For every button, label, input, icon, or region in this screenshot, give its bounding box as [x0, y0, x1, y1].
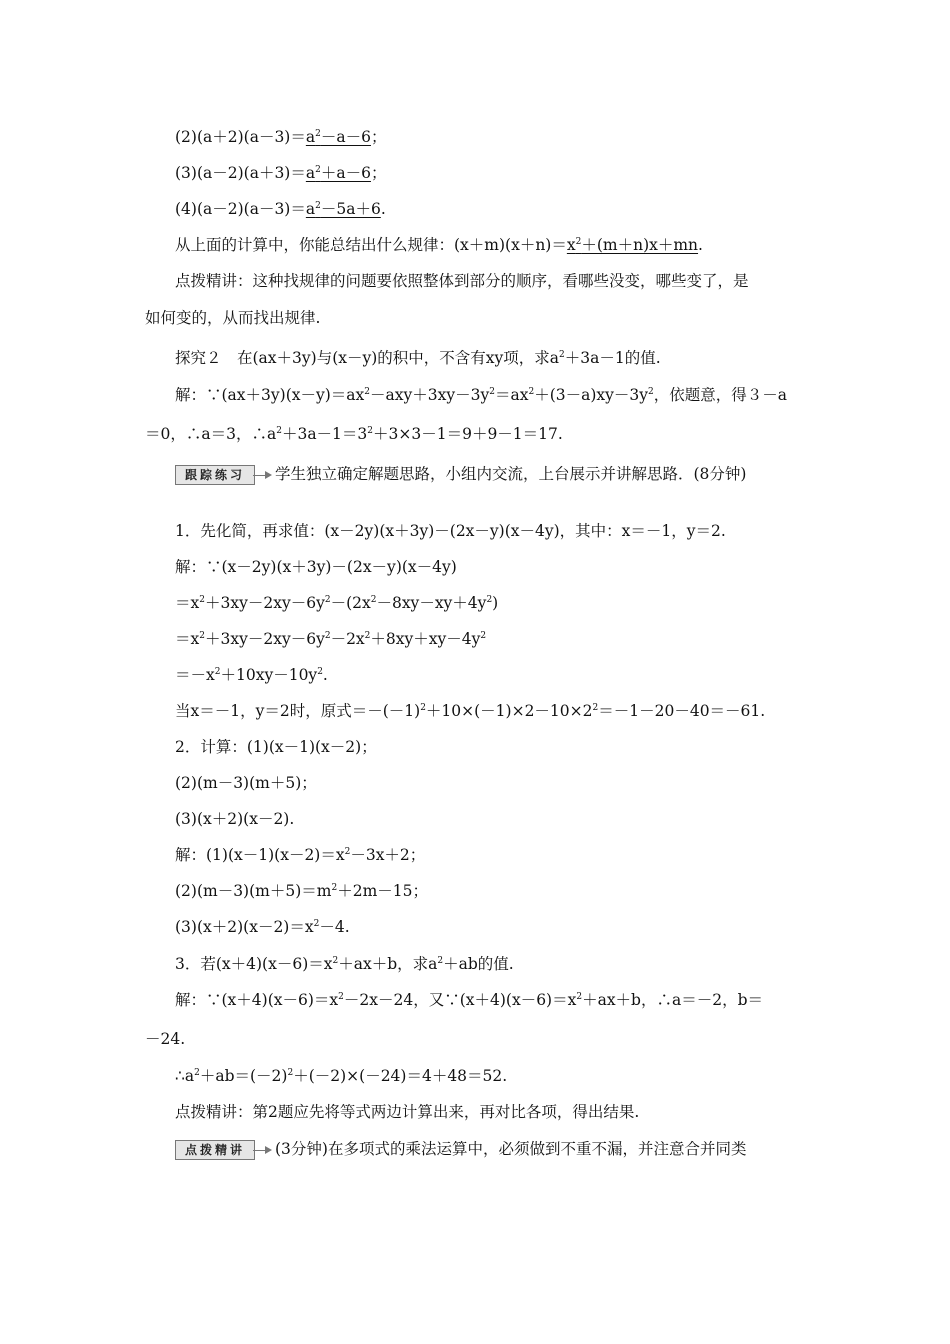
exercise-3: 3．若$(x+4)(x-6)=x^2+ax+b$，求$a^2+ab$的值. [175, 955, 514, 973]
answer-blank: $a^2-5a+6$ [305, 200, 381, 218]
tip-paragraph-cont: 如何变的，从而找出规律. [145, 309, 321, 327]
exercise-2-solution: $(2)(m-3)(m+5)=m^2+2m-15$； [175, 882, 428, 900]
answer-line-4: $(4)(a-2)(a-3)=a^2-5a+6$. [175, 200, 386, 218]
summary-text: (3分钟)在多项式的乘法运算中，必须做到不重不漏，并注意合并同类 [275, 1140, 747, 1158]
exercise-1-step: $=x^2+3xy-2xy-6y^2-2x^2+8xy+xy-4y^2$ [175, 630, 487, 648]
answer-blank: $a^2-a-6$ [305, 128, 371, 146]
answer-blank: $x^2+(m+n)x+mn$ [566, 236, 699, 254]
explore-2-question: 探究２ 在(ax＋3y)与(x－y)的积中，不含有xy项，求$a^2+3a-1$的值. [175, 349, 661, 367]
tip-paragraph: 点拨精讲：这种找规律的问题要依照整体到部分的顺序，看哪些没变，哪些变了，是 [175, 272, 749, 290]
answer-line-2: $(2)(a+2)(a-3)=a^2-a-6$； [175, 128, 387, 146]
practice-badge-icon: 跟踪练习 [175, 465, 273, 485]
practice-intro: 学生独立确定解题思路，小组内交流，上台展示并讲解思路．(8分钟) [275, 465, 747, 483]
exercise-1-step: $=x^2+3xy-2xy-6y^2-(2x^2-8xy-xy+4y^2)$ [175, 594, 499, 612]
text: (4)(a－2)(a－3)＝ [175, 200, 306, 218]
exercise-3-result: $\therefore a^2+ab=(-2)^2+(-2)\times(-24)=4+48=52$. [175, 1067, 508, 1085]
exercise-2-part: (2)(m－3)(m＋5)； [175, 774, 317, 792]
exercise-2-part: (3)(x＋2)(x－2). [175, 810, 295, 828]
explore-2-solution-cont: ＝0，∴a＝3，$\therefore a^2+3a-1=3^2+3\times 3-1=9+9-1=17$. [145, 425, 563, 443]
tip-badge-icon: 点拨精讲 [175, 1140, 273, 1160]
exercise-2-solution: $(3)(x+2)(x-2)=x^2-4$. [175, 918, 350, 936]
exercise-3-solution: 解：$\because(x+4)(x-6)=x^2-2x-24$，又$\because(x+4)(x-6)=x^2+ax+b$，∴a＝－2，b＝ [175, 991, 764, 1009]
exercise-3-solution-cont: －24. [145, 1030, 186, 1048]
exercise-2: 2．计算：(1)(x－1)(x－2)； [175, 738, 377, 756]
tip-paragraph-2: 点拨精讲：第2题应先将等式两边计算出来，再对比各项，得出结果. [175, 1103, 640, 1121]
practice-header [175, 461, 810, 487]
exercise-1-step: $=-x^2+10xy-10y^2$. [175, 666, 328, 684]
exercise-1-step: 解：∵(x－2y)(x＋3y)－(2x－y)(x－4y) [175, 558, 457, 576]
answer-line-3: $(3)(a-2)(a+3)=a^2+a-6$； [175, 164, 387, 182]
rule-summary-line: 从上面的计算中，你能总结出什么规律：$(x+m)(x+n)=x^2+(m+n)x+mn$. [175, 236, 703, 254]
text: (3)(a－2)(a＋3)＝ [175, 164, 306, 182]
exercise-1-evaluation: 当x＝－1，y＝2时，原式$=-(-1)^2+10\times(-1)\times 2-10\times 2^2=-1-20-40=-61$. [175, 702, 766, 720]
answer-blank: $a^2+a-6$ [305, 164, 371, 182]
text: (2)(a＋2)(a－3)＝ [175, 128, 306, 146]
summary-header [175, 1136, 810, 1162]
exercise-1: 1．先化简，再求值：(x－2y)(x＋3y)－(2x－y)(x－4y)，其中：x＝－1，y＝2. [175, 522, 726, 540]
explore-2-solution: 解：$\because(ax+3y)(x-y)=ax^2-axy+3xy-3y^2=ax^2+(3-a)xy-3y^2$，依题意，得３－a [175, 386, 787, 404]
exercise-2-solution: 解：$(1)(x-1)(x-2)=x^2-3x+2$； [175, 846, 426, 864]
text: 从上面的计算中，你能总结出什么规律：(x＋m)(x＋n)＝ [175, 236, 567, 254]
